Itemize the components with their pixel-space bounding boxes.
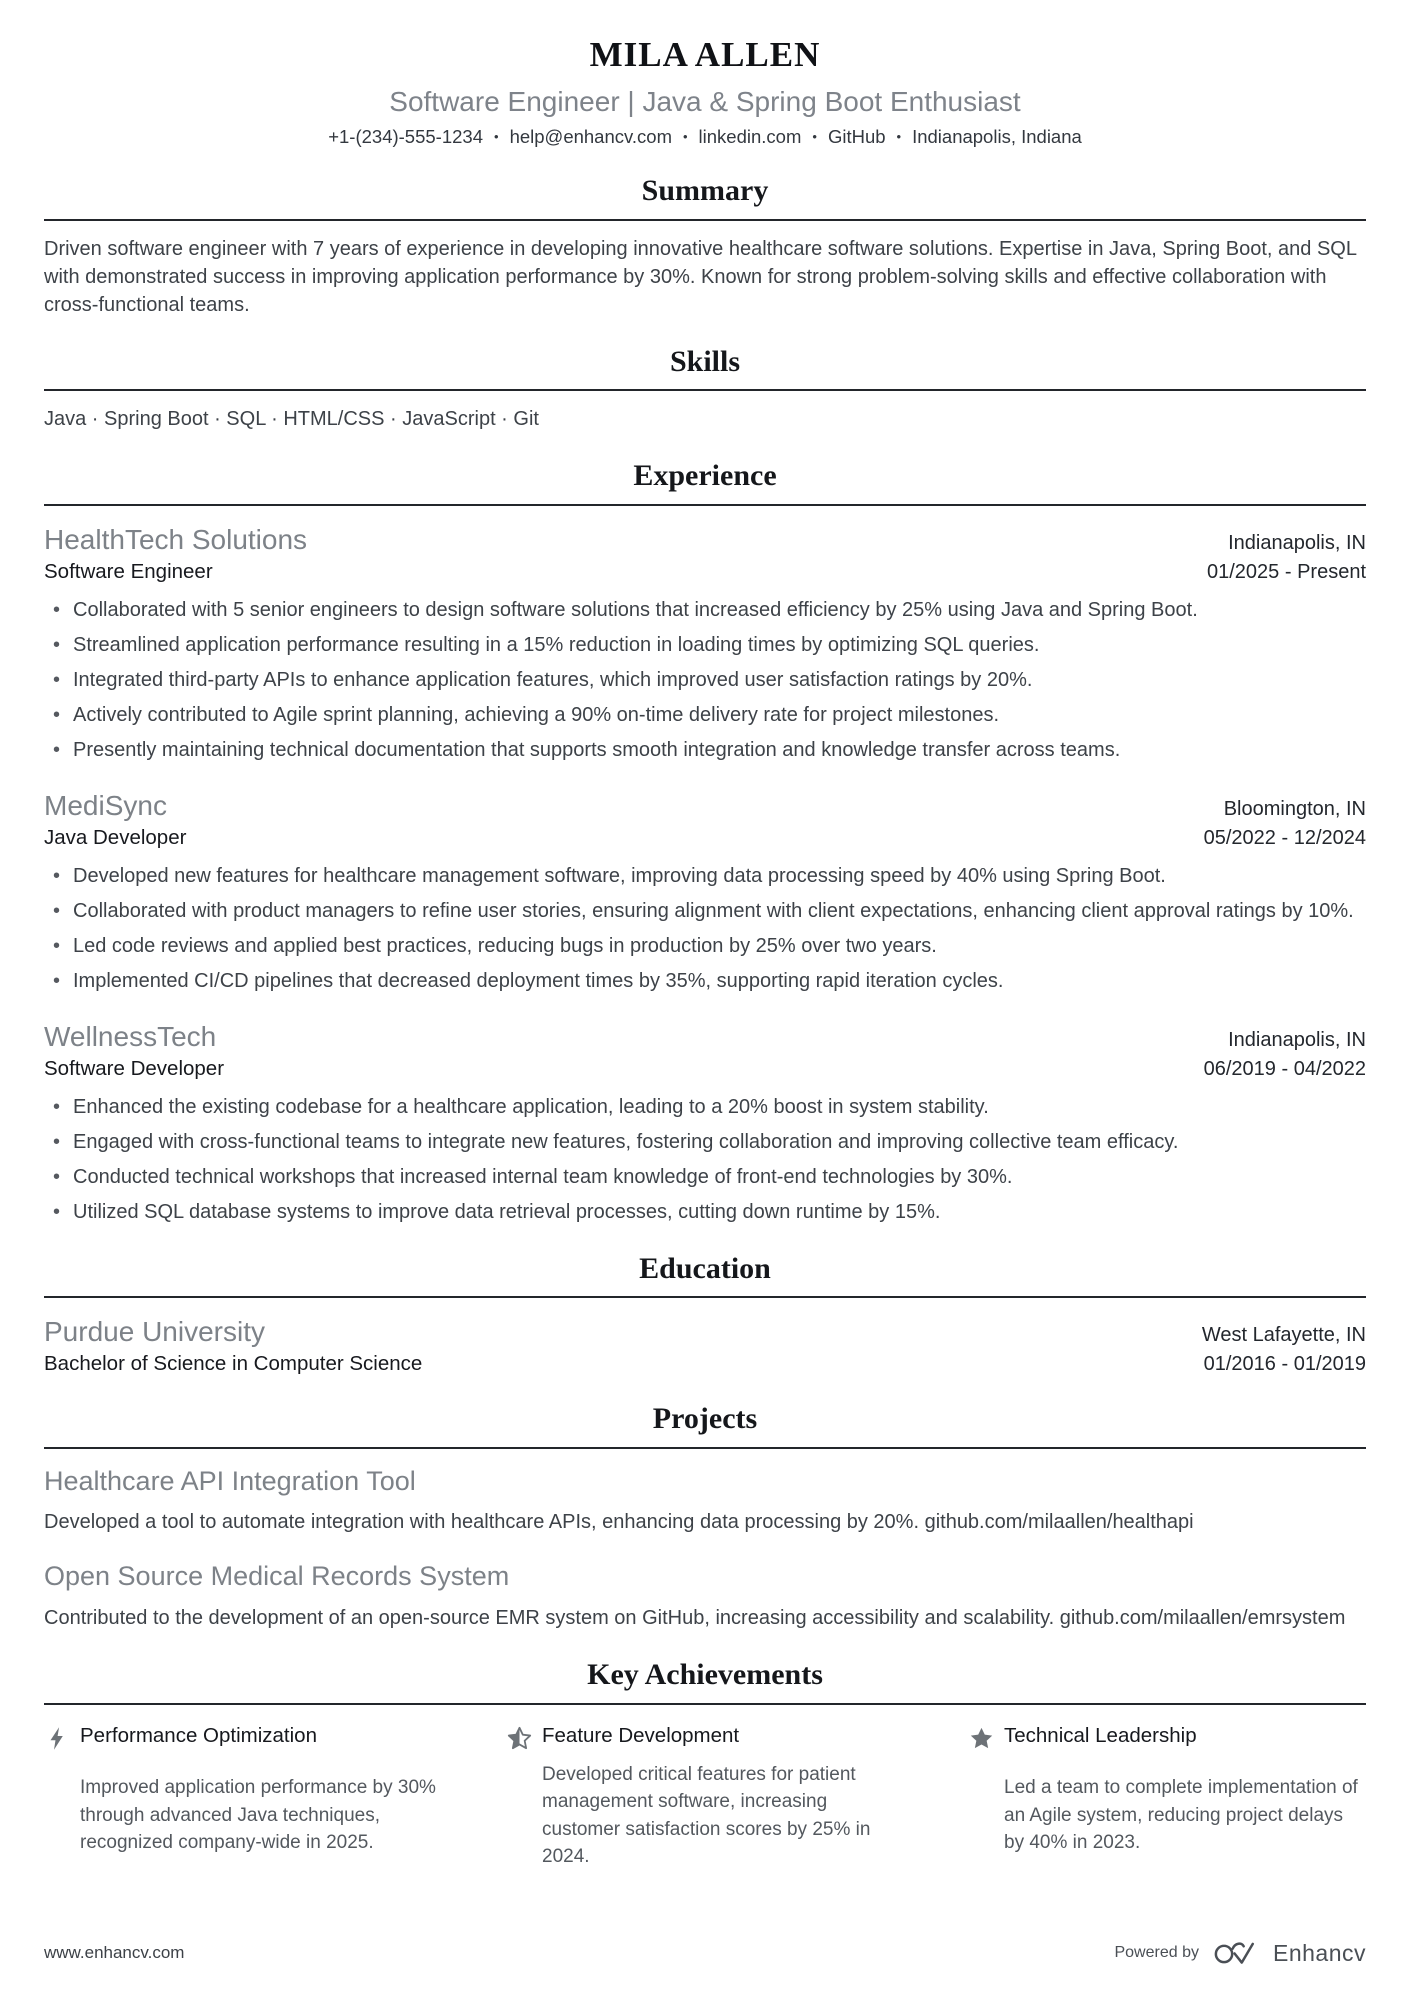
- bullet-item: • Developed new features for healthcare management software, improving data processing speed by 40% using Spring Boot.: [44, 862, 1366, 890]
- achievement-title: Feature Development: [542, 1723, 740, 1747]
- candidate-name: MILA ALLEN: [589, 35, 821, 74]
- experience-entry: [44, 788, 1366, 995]
- footer-brand-block: [1114, 1937, 1366, 1969]
- entry-role: Java Developer: [44, 825, 187, 849]
- powered-by-label: Powered by: [1114, 1944, 1199, 1961]
- section-experience: [44, 459, 1366, 1226]
- section-divider: [44, 1447, 1366, 1449]
- achievement-title: Technical Leadership: [1004, 1723, 1197, 1747]
- entry-role: Software Engineer: [44, 559, 213, 583]
- section-divider: [44, 1296, 1366, 1298]
- bullet-list: [44, 596, 1366, 764]
- bullet-item: • Presently maintaining technical documentation that supports smooth integration and knowledge transfer across teams.: [44, 736, 1366, 764]
- section-title-summary: Summary: [641, 174, 769, 208]
- contact-github: GitHub •: [828, 126, 912, 147]
- achievement-card: [506, 1723, 904, 1871]
- achievement-description: Improved application performance by 30% through advanced Java techniques, recognized company-wide in 2025.: [80, 1777, 436, 1854]
- star-half-icon: [506, 1723, 542, 1752]
- bullet-item: • Implemented CI/CD pipelines that decreased deployment times by 35%, supporting rapid iteration cycles.: [44, 967, 1366, 995]
- section-projects: [44, 1402, 1366, 1632]
- section-divider: [44, 389, 1366, 391]
- contact-email: help@enhancv.com •: [510, 126, 699, 147]
- entry-dates: 05/2022 - 12/2024: [1203, 826, 1366, 849]
- education-entry: [44, 1314, 1366, 1376]
- entry-role: Software Developer: [44, 1056, 225, 1080]
- bullet-item: • Integrated third-party APIs to enhance application features, which improved user satisfaction ratings by 20%.: [44, 666, 1366, 694]
- bullet-item: • Collaborated with 5 senior engineers to design software solutions that increased efficiency by 25% using Java and Spring Boot.: [44, 596, 1366, 624]
- lightning-icon: [44, 1723, 80, 1766]
- bullet-item: • Actively contributed to Agile sprint planning, achieving a 90% on-time delivery rate for project milestones.: [44, 701, 1366, 729]
- entry-location: Indianapolis, IN: [1228, 1028, 1366, 1051]
- section-divider: [44, 504, 1366, 506]
- section-summary: [44, 174, 1366, 319]
- section-achievements: [44, 1658, 1366, 1871]
- section-title-education: Education: [639, 1251, 771, 1285]
- section-title-experience: Experience: [633, 459, 777, 493]
- project-entry: [44, 1560, 1366, 1632]
- bullet-item: • Streamlined application performance resulting in a 15% reduction in loading times by optimizing SQL queries.: [44, 631, 1366, 659]
- entry-dates: 01/2016 - 01/2019: [1203, 1353, 1366, 1376]
- company-name: WellnessTech: [44, 1020, 217, 1052]
- candidate-title: Software Engineer | Java & Spring Boot Enthusiast: [389, 85, 1021, 117]
- resume-header: [44, 36, 1366, 148]
- summary-text: Driven software engineer with 7 years of experience in developing innovative healthcare software solutions. Expertise in Java, Spring Boot, and SQL with demonstrated success in improving application performance by 30%. Known for strong problem-solving skills and effective collaboration with cross-functional teams.: [44, 237, 1357, 316]
- bullet-item: • Engaged with cross-functional teams to integrate new features, fostering collaboration and improving collective team efficacy.: [44, 1128, 1366, 1156]
- bullet-item: • Led code reviews and applied best practices, reducing bugs in production by 25% over two years.: [44, 932, 1366, 960]
- star-icon: [968, 1723, 1004, 1766]
- section-skills: [44, 345, 1366, 434]
- footer-website: www.enhancv.com: [44, 1943, 185, 1962]
- bullet-item: • Collaborated with product managers to refine user stories, ensuring alignment with client expectations, enhancing client approval ratings by 10%.: [44, 897, 1366, 925]
- section-divider: [44, 1703, 1366, 1705]
- company-name: MediSync: [44, 789, 167, 821]
- experience-entry: [44, 522, 1366, 764]
- project-title: Healthcare API Integration Tool: [44, 1465, 416, 1496]
- bullet-list: [44, 1093, 1366, 1226]
- achievement-description: Developed critical features for patient management software, increasing customer satisfaction scores by 25% in 2024.: [542, 1763, 871, 1868]
- enhancv-logo-icon: [1213, 1937, 1259, 1969]
- contact-location: Indianapolis, Indiana: [912, 126, 1082, 148]
- section-title-achievements: Key Achievements: [587, 1658, 823, 1692]
- brand-wordmark: Enhancv: [1272, 1939, 1366, 1966]
- school-name: Purdue University: [44, 1316, 265, 1348]
- section-title-projects: Projects: [652, 1402, 758, 1436]
- section-title-skills: Skills: [669, 344, 741, 378]
- entry-location: Bloomington, IN: [1223, 797, 1366, 820]
- contact-phone: +1-(234)-555-1234 •: [328, 126, 509, 147]
- entry-location: West Lafayette, IN: [1201, 1324, 1366, 1347]
- bullet-item: • Conducted technical workshops that increased internal team knowledge of front-end technologies by 30%.: [44, 1163, 1366, 1191]
- bullet-item: • Enhanced the existing codebase for a healthcare application, leading to a 20% boost in system stability.: [44, 1093, 1366, 1121]
- company-name: HealthTech Solutions: [44, 523, 308, 555]
- achievement-description: Led a team to complete implementation of an Agile system, reducing project delays by 40% in 2023.: [1004, 1777, 1358, 1854]
- degree: Bachelor of Science in Computer Science: [44, 1352, 423, 1376]
- achievement-title: Performance Optimization: [80, 1723, 317, 1747]
- skills-list: Java · Spring Boot · SQL · HTML/CSS · JavaScript · Git: [44, 408, 539, 431]
- entry-location: Indianapolis, IN: [1228, 531, 1366, 554]
- bullet-list: [44, 862, 1366, 995]
- project-description: Contributed to the development of an open-source EMR system on GitHub, increasing accessibility and scalability. github.com/milaallen/emrsystem: [44, 1607, 1346, 1630]
- page-footer: [44, 1937, 1366, 1969]
- project-description: Developed a tool to automate integration with healthcare APIs, enhancing data processing by 20%. github.com/milaallen/healthapi: [44, 1511, 1194, 1534]
- entry-dates: 01/2025 - Present: [1207, 560, 1366, 583]
- section-education: [44, 1252, 1366, 1377]
- contact-line: [44, 126, 1366, 148]
- contact-linkedin: linkedin.com •: [699, 126, 828, 147]
- achievement-card: [968, 1723, 1366, 1871]
- project-entry: [44, 1465, 1366, 1537]
- project-title: Open Source Medical Records System: [44, 1561, 510, 1592]
- bullet-item: • Utilized SQL database systems to improve data retrieval processes, cutting down runtime by 15%.: [44, 1198, 1366, 1226]
- experience-entry: [44, 1019, 1366, 1226]
- achievement-card: [44, 1723, 442, 1871]
- achievements-grid: [44, 1723, 1366, 1871]
- section-divider: [44, 219, 1366, 221]
- entry-dates: 06/2019 - 04/2022: [1203, 1057, 1366, 1080]
